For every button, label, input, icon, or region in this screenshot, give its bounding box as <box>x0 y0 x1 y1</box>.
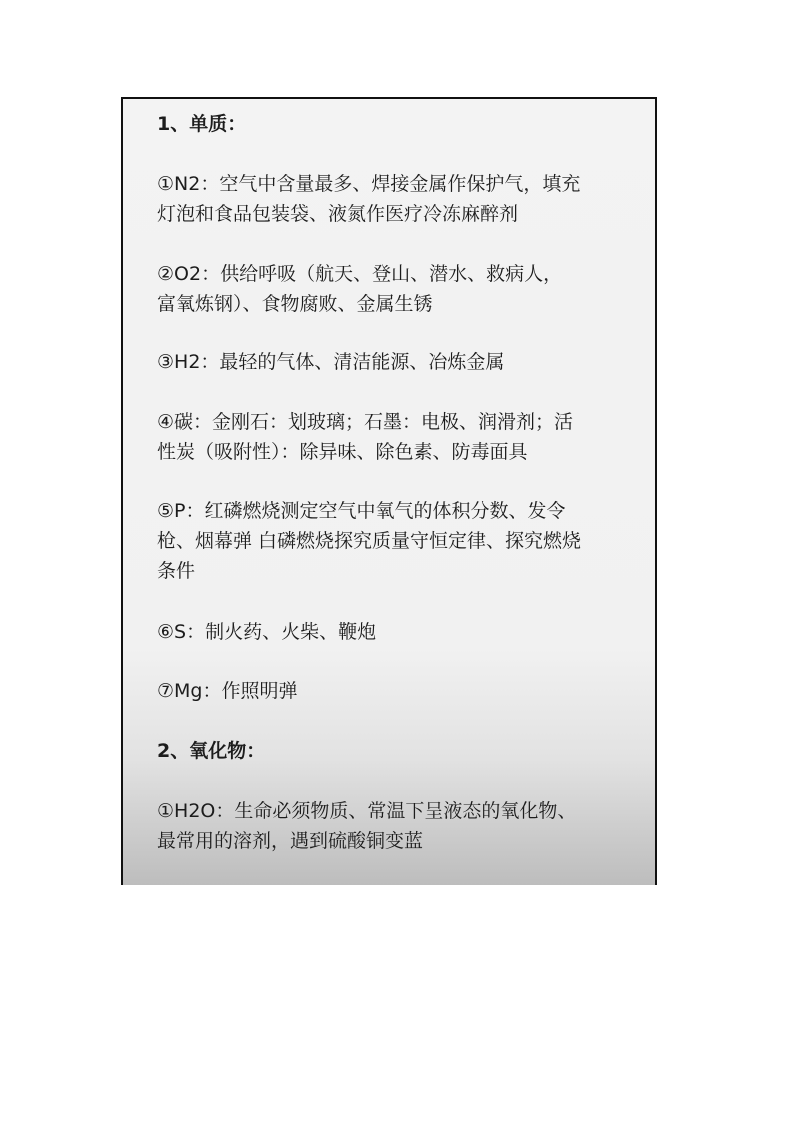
text-line: ②O2：供给呼吸（航天、登山、潜水、救病人， <box>157 263 563 285</box>
list-item-n2 <box>157 169 647 229</box>
text-line: 最常用的溶剂，遇到硫酸铜变蓝 <box>157 830 424 852</box>
list-item-phosphorus <box>157 496 647 586</box>
document-photo <box>121 97 657 885</box>
text-line: ⑥S：制火药、火柴、鞭炮 <box>157 621 377 643</box>
text-line: ①N2：空气中含量最多、焊接金属作保护气，填充 <box>157 173 581 195</box>
list-item-h2 <box>157 347 647 377</box>
section-heading-elements: 1、单质： <box>157 113 247 135</box>
text-line: 富氧炼钢）、食物腐败、金属生锈 <box>157 293 433 315</box>
list-item-carbon <box>157 407 647 467</box>
text-line: 性炭（吸附性）：除异味、除色素、防毒面具 <box>157 441 528 463</box>
list-item-magnesium <box>157 676 647 706</box>
section-heading-oxides: 2、氧化物： <box>157 740 266 762</box>
list-item-sulfur <box>157 617 647 647</box>
text-line: 灯泡和食品包装袋、液氮作医疗冷冻麻醉剂 <box>157 203 519 225</box>
text-line: ⑦Mg：作照明弹 <box>157 680 298 702</box>
text-line: ⑤P：红磷燃烧测定空气中氧气的体积分数、发令 <box>157 500 566 522</box>
text-line: 枪、烟幕弹 白磷燃烧探究质量守恒定律、探究燃烧 <box>157 530 582 552</box>
list-item-o2 <box>157 259 647 319</box>
list-item-water <box>157 796 647 856</box>
text-line: ④碳：金刚石：划玻璃；石墨：电极、润滑剂；活 <box>157 411 574 433</box>
text-line: 条件 <box>157 560 196 582</box>
text-line: ①H2O：生命必须物质、常温下呈液态的氧化物、 <box>157 800 577 822</box>
text-line: ③H2：最轻的气体、清洁能源、冶炼金属 <box>157 351 505 373</box>
